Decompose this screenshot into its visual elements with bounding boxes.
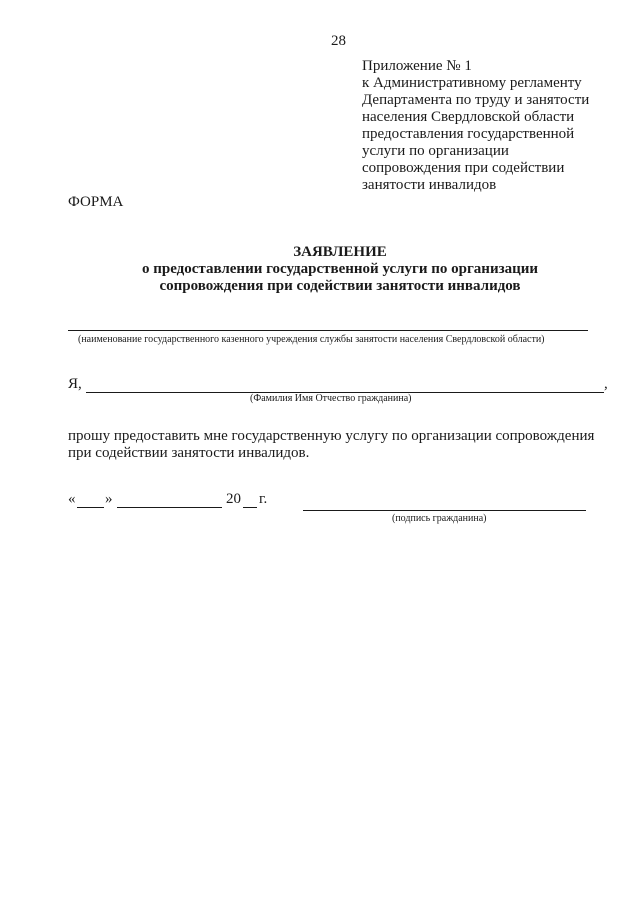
title-line: о предоставлении государственной услуги по организации <box>141 261 539 277</box>
date-quote-close: » <box>105 491 113 507</box>
signature-caption: (подпись гражданина) <box>392 513 487 524</box>
fio-caption: (Фамилия Имя Отчество гражданина) <box>250 393 412 404</box>
fio-comma: , <box>604 376 608 392</box>
appendix-line: занятости инвалидов <box>362 177 497 193</box>
appendix-line: Приложение № 1 <box>362 58 472 74</box>
appendix-line: услуги по организации <box>362 143 509 159</box>
appendix-line: сопровождения при содействии <box>362 160 565 176</box>
signature-field-line[interactable] <box>303 510 586 511</box>
request-text: прошу предоставить мне государственную услугу по организации сопровождения при содействии занятости инвалидов. <box>68 428 595 461</box>
appendix-line: к Административному регламенту <box>362 75 582 91</box>
appendix-line: предоставления государственной <box>362 126 575 142</box>
ya-label: Я, <box>68 376 82 392</box>
title-line: сопровождения при содействии занятости инвалидов <box>159 278 521 294</box>
year-field-line[interactable] <box>243 507 257 508</box>
appendix-line: населения Свердловской области <box>362 109 575 125</box>
month-field-line[interactable] <box>117 507 222 508</box>
title-main: ЗАЯВЛЕНИЕ <box>293 244 387 260</box>
date-quote-open: « <box>68 491 76 507</box>
day-field-line[interactable] <box>77 507 104 508</box>
institution-caption: (наименование государственного казенного учреждения службы занятости населения Свердловской области) <box>78 334 545 345</box>
appendix-line: Департамента по труду и занятости <box>362 92 590 108</box>
document-title <box>80 244 600 295</box>
appendix-note <box>362 58 589 194</box>
page-number: 28 <box>331 33 346 49</box>
institution-field-line[interactable] <box>68 330 588 331</box>
year-prefix: 20 <box>226 491 241 507</box>
year-suffix: г. <box>259 491 268 507</box>
form-label: ФОРМА <box>68 194 124 210</box>
